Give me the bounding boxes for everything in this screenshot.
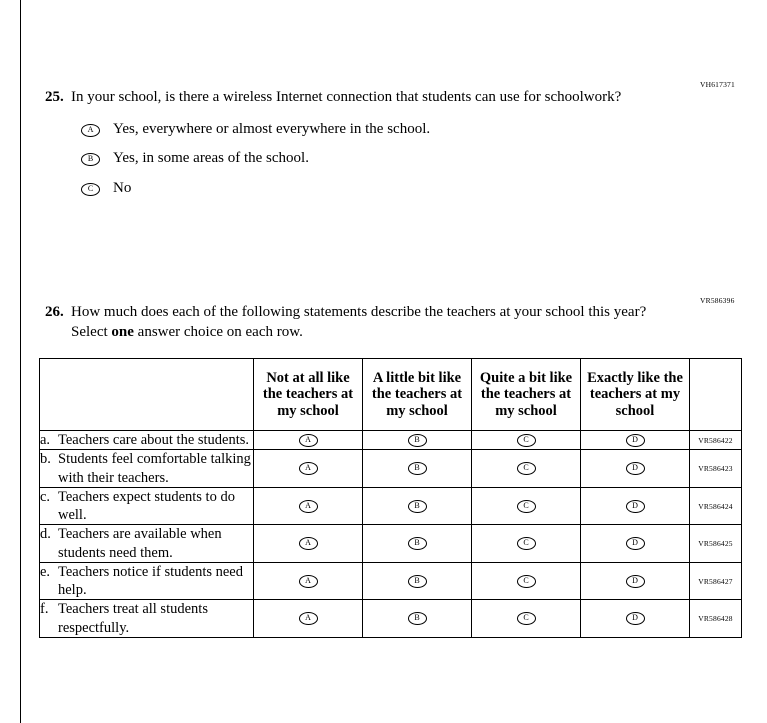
matrix-row-c-option-3[interactable]: [472, 487, 581, 525]
radio-bubble-letter: A: [305, 434, 311, 444]
matrix-header-blank: [40, 359, 254, 431]
matrix-row-b-stem: [40, 450, 254, 488]
matrix-row-b-text: Students feel comfortable talking with their teachers.: [58, 451, 251, 486]
radio-bubble-letter: C: [87, 183, 94, 193]
radio-bubble-letter: C: [523, 434, 529, 444]
matrix-row-f-option-2[interactable]: [363, 600, 472, 638]
radio-bubble-letter: C: [523, 500, 529, 510]
matrix-row-a-option-4[interactable]: [581, 431, 690, 450]
matrix-row-a-code: VR586422: [690, 431, 742, 450]
matrix-row-e-option-3[interactable]: [472, 562, 581, 600]
table-row: [40, 600, 742, 638]
radio-bubble-letter: B: [414, 434, 420, 444]
radio-bubble-icon[interactable]: [626, 434, 645, 447]
matrix-row-d-code: VR586425: [690, 525, 742, 563]
radio-bubble-icon[interactable]: [408, 537, 427, 550]
question-25-number: 25.: [45, 89, 64, 105]
question-26-code: VR586396: [700, 296, 735, 305]
radio-bubble-letter: C: [523, 575, 529, 585]
question-25-options: [81, 120, 645, 199]
question-26-text-emphasis: one: [111, 323, 134, 340]
radio-bubble-icon[interactable]: [299, 462, 318, 475]
matrix-header-col-4: Exactly like the teachers at my school: [581, 359, 690, 431]
question-25-text: In your school, is there a wireless Internet connection that students can use for schoolwork?: [71, 89, 622, 105]
matrix-row-d-text: Teachers are available when students need them.: [58, 526, 222, 561]
matrix-row-e-option-2[interactable]: [363, 562, 472, 600]
question-26-text: [71, 303, 685, 343]
matrix-row-b-option-2[interactable]: [363, 450, 472, 488]
table-row: [40, 431, 742, 450]
radio-bubble-letter: B: [414, 463, 420, 473]
radio-bubble-letter: D: [632, 434, 638, 444]
matrix-row-b-option-1[interactable]: [254, 450, 363, 488]
radio-bubble-icon[interactable]: [408, 575, 427, 588]
matrix-row-b-option-4[interactable]: [581, 450, 690, 488]
radio-bubble-letter: D: [632, 613, 638, 623]
radio-bubble-icon[interactable]: [626, 575, 645, 588]
radio-bubble-letter: D: [632, 538, 638, 548]
matrix-row-e-option-1[interactable]: [254, 562, 363, 600]
radio-bubble-icon[interactable]: [408, 462, 427, 475]
radio-bubble-letter: B: [414, 538, 420, 548]
radio-bubble-icon[interactable]: [517, 462, 536, 475]
matrix-row-e-letter: e.: [40, 563, 51, 580]
radio-bubble-letter: A: [305, 613, 311, 623]
matrix-header-code: [690, 359, 742, 431]
radio-bubble-letter: D: [632, 463, 638, 473]
question-26-number: 26.: [45, 304, 64, 320]
radio-bubble-icon[interactable]: [408, 612, 427, 625]
radio-bubble-icon[interactable]: [626, 537, 645, 550]
radio-bubble-letter: D: [632, 575, 638, 585]
radio-bubble-icon[interactable]: [299, 612, 318, 625]
question-25-code: VH617371: [700, 80, 735, 89]
radio-bubble-icon[interactable]: [626, 500, 645, 513]
radio-bubble-letter: B: [414, 500, 420, 510]
question-26-text-part1: How much does each of the following statements describe the teachers at your school this year? Select: [71, 304, 647, 340]
matrix-row-e-option-4[interactable]: [581, 562, 690, 600]
radio-bubble-letter: A: [305, 500, 311, 510]
radio-bubble-icon[interactable]: [517, 434, 536, 447]
radio-bubble-icon[interactable]: [517, 575, 536, 588]
radio-bubble-letter: A: [87, 124, 94, 134]
matrix-row-a-letter: a.: [40, 432, 51, 448]
question-25-prompt: [45, 88, 645, 108]
question-26-matrix-table: [39, 358, 742, 638]
radio-bubble-icon[interactable]: [81, 153, 100, 166]
matrix-row-d-option-4[interactable]: [581, 525, 690, 563]
matrix-row-b-code: VR586423: [690, 450, 742, 488]
radio-bubble-letter: B: [87, 154, 94, 164]
matrix-row-a-text: Teachers care about the students.: [58, 432, 250, 448]
question-25-option-a-label: Yes, everywhere or almost everywhere in the school.: [113, 120, 431, 137]
table-row: [40, 487, 742, 525]
matrix-row-a-option-1[interactable]: [254, 431, 363, 450]
matrix-row-b-letter: b.: [40, 451, 51, 468]
matrix-row-f-letter: f.: [40, 601, 49, 618]
radio-bubble-icon[interactable]: [81, 124, 100, 137]
radio-bubble-icon[interactable]: [299, 500, 318, 513]
matrix-row-c-letter: c.: [40, 488, 51, 505]
radio-bubble-letter: B: [414, 613, 420, 623]
matrix-row-f-option-4[interactable]: [581, 600, 690, 638]
radio-bubble-icon[interactable]: [408, 500, 427, 513]
radio-bubble-icon[interactable]: [81, 183, 100, 196]
matrix-row-c-code: VR586424: [690, 487, 742, 525]
matrix-row-f-option-3[interactable]: [472, 600, 581, 638]
question-25: [45, 88, 645, 208]
radio-bubble-icon[interactable]: [299, 575, 318, 588]
matrix-row-a-option-3[interactable]: [472, 431, 581, 450]
matrix-row-c-option-1[interactable]: [254, 487, 363, 525]
matrix-row-c-option-2[interactable]: [363, 487, 472, 525]
question-25-option-b-label: Yes, in some areas of the school.: [113, 150, 309, 167]
question-26-text-part2: answer choice on each row.: [133, 323, 303, 340]
matrix-row-e-stem: [40, 562, 254, 600]
radio-bubble-icon[interactable]: [517, 537, 536, 550]
matrix-row-d-option-2[interactable]: [363, 525, 472, 563]
radio-bubble-icon[interactable]: [408, 434, 427, 447]
matrix-row-d-option-1[interactable]: [254, 525, 363, 563]
matrix-row-c-stem: [40, 487, 254, 525]
radio-bubble-letter: C: [523, 613, 529, 623]
table-row: [40, 525, 742, 563]
matrix-row-e-code: VR586427: [690, 562, 742, 600]
matrix-row-a-stem: [40, 431, 254, 450]
radio-bubble-letter: B: [414, 575, 420, 585]
matrix-row-f-text: Teachers treat all students respectfully.: [58, 601, 208, 636]
radio-bubble-icon[interactable]: [517, 500, 536, 513]
matrix-header-col-3: Quite a bit like the teachers at my school: [472, 359, 581, 431]
matrix-row-d-letter: d.: [40, 526, 51, 543]
question-25-option-a[interactable]: [81, 120, 645, 140]
question-25-option-c[interactable]: [81, 179, 645, 199]
left-margin-rule: [20, 0, 21, 723]
matrix-row-f-option-1[interactable]: [254, 600, 363, 638]
radio-bubble-letter: C: [523, 463, 529, 473]
matrix-row-d-stem: [40, 525, 254, 563]
table-row: [40, 562, 742, 600]
question-25-option-b[interactable]: [81, 149, 645, 169]
matrix-row-d-option-3[interactable]: [472, 525, 581, 563]
radio-bubble-letter: D: [632, 500, 638, 510]
radio-bubble-letter: A: [305, 575, 311, 585]
matrix-header-row: [40, 359, 742, 431]
radio-bubble-icon[interactable]: [299, 434, 318, 447]
matrix-header-col-1: Not at all like the teachers at my school: [254, 359, 363, 431]
radio-bubble-icon[interactable]: [517, 612, 536, 625]
question-26-prompt: [45, 303, 685, 343]
radio-bubble-letter: A: [305, 463, 311, 473]
radio-bubble-icon[interactable]: [626, 612, 645, 625]
radio-bubble-letter: A: [305, 538, 311, 548]
matrix-row-c-text: Teachers expect students to do well.: [58, 488, 235, 524]
table-row: [40, 450, 742, 488]
radio-bubble-icon[interactable]: [299, 537, 318, 550]
matrix-row-f-stem: [40, 600, 254, 638]
matrix-row-e-text: Teachers notice if students need help.: [58, 563, 243, 599]
radio-bubble-letter: C: [523, 538, 529, 548]
matrix-row-f-code: VR586428: [690, 600, 742, 638]
question-26: [45, 303, 685, 343]
matrix-row-c-option-4[interactable]: [581, 487, 690, 525]
radio-bubble-icon[interactable]: [626, 462, 645, 475]
question-25-option-c-label: No: [113, 179, 132, 196]
matrix-row-b-option-3[interactable]: [472, 450, 581, 488]
matrix-header-col-2: A little bit like the teachers at my school: [363, 359, 472, 431]
matrix-row-a-option-2[interactable]: [363, 431, 472, 450]
